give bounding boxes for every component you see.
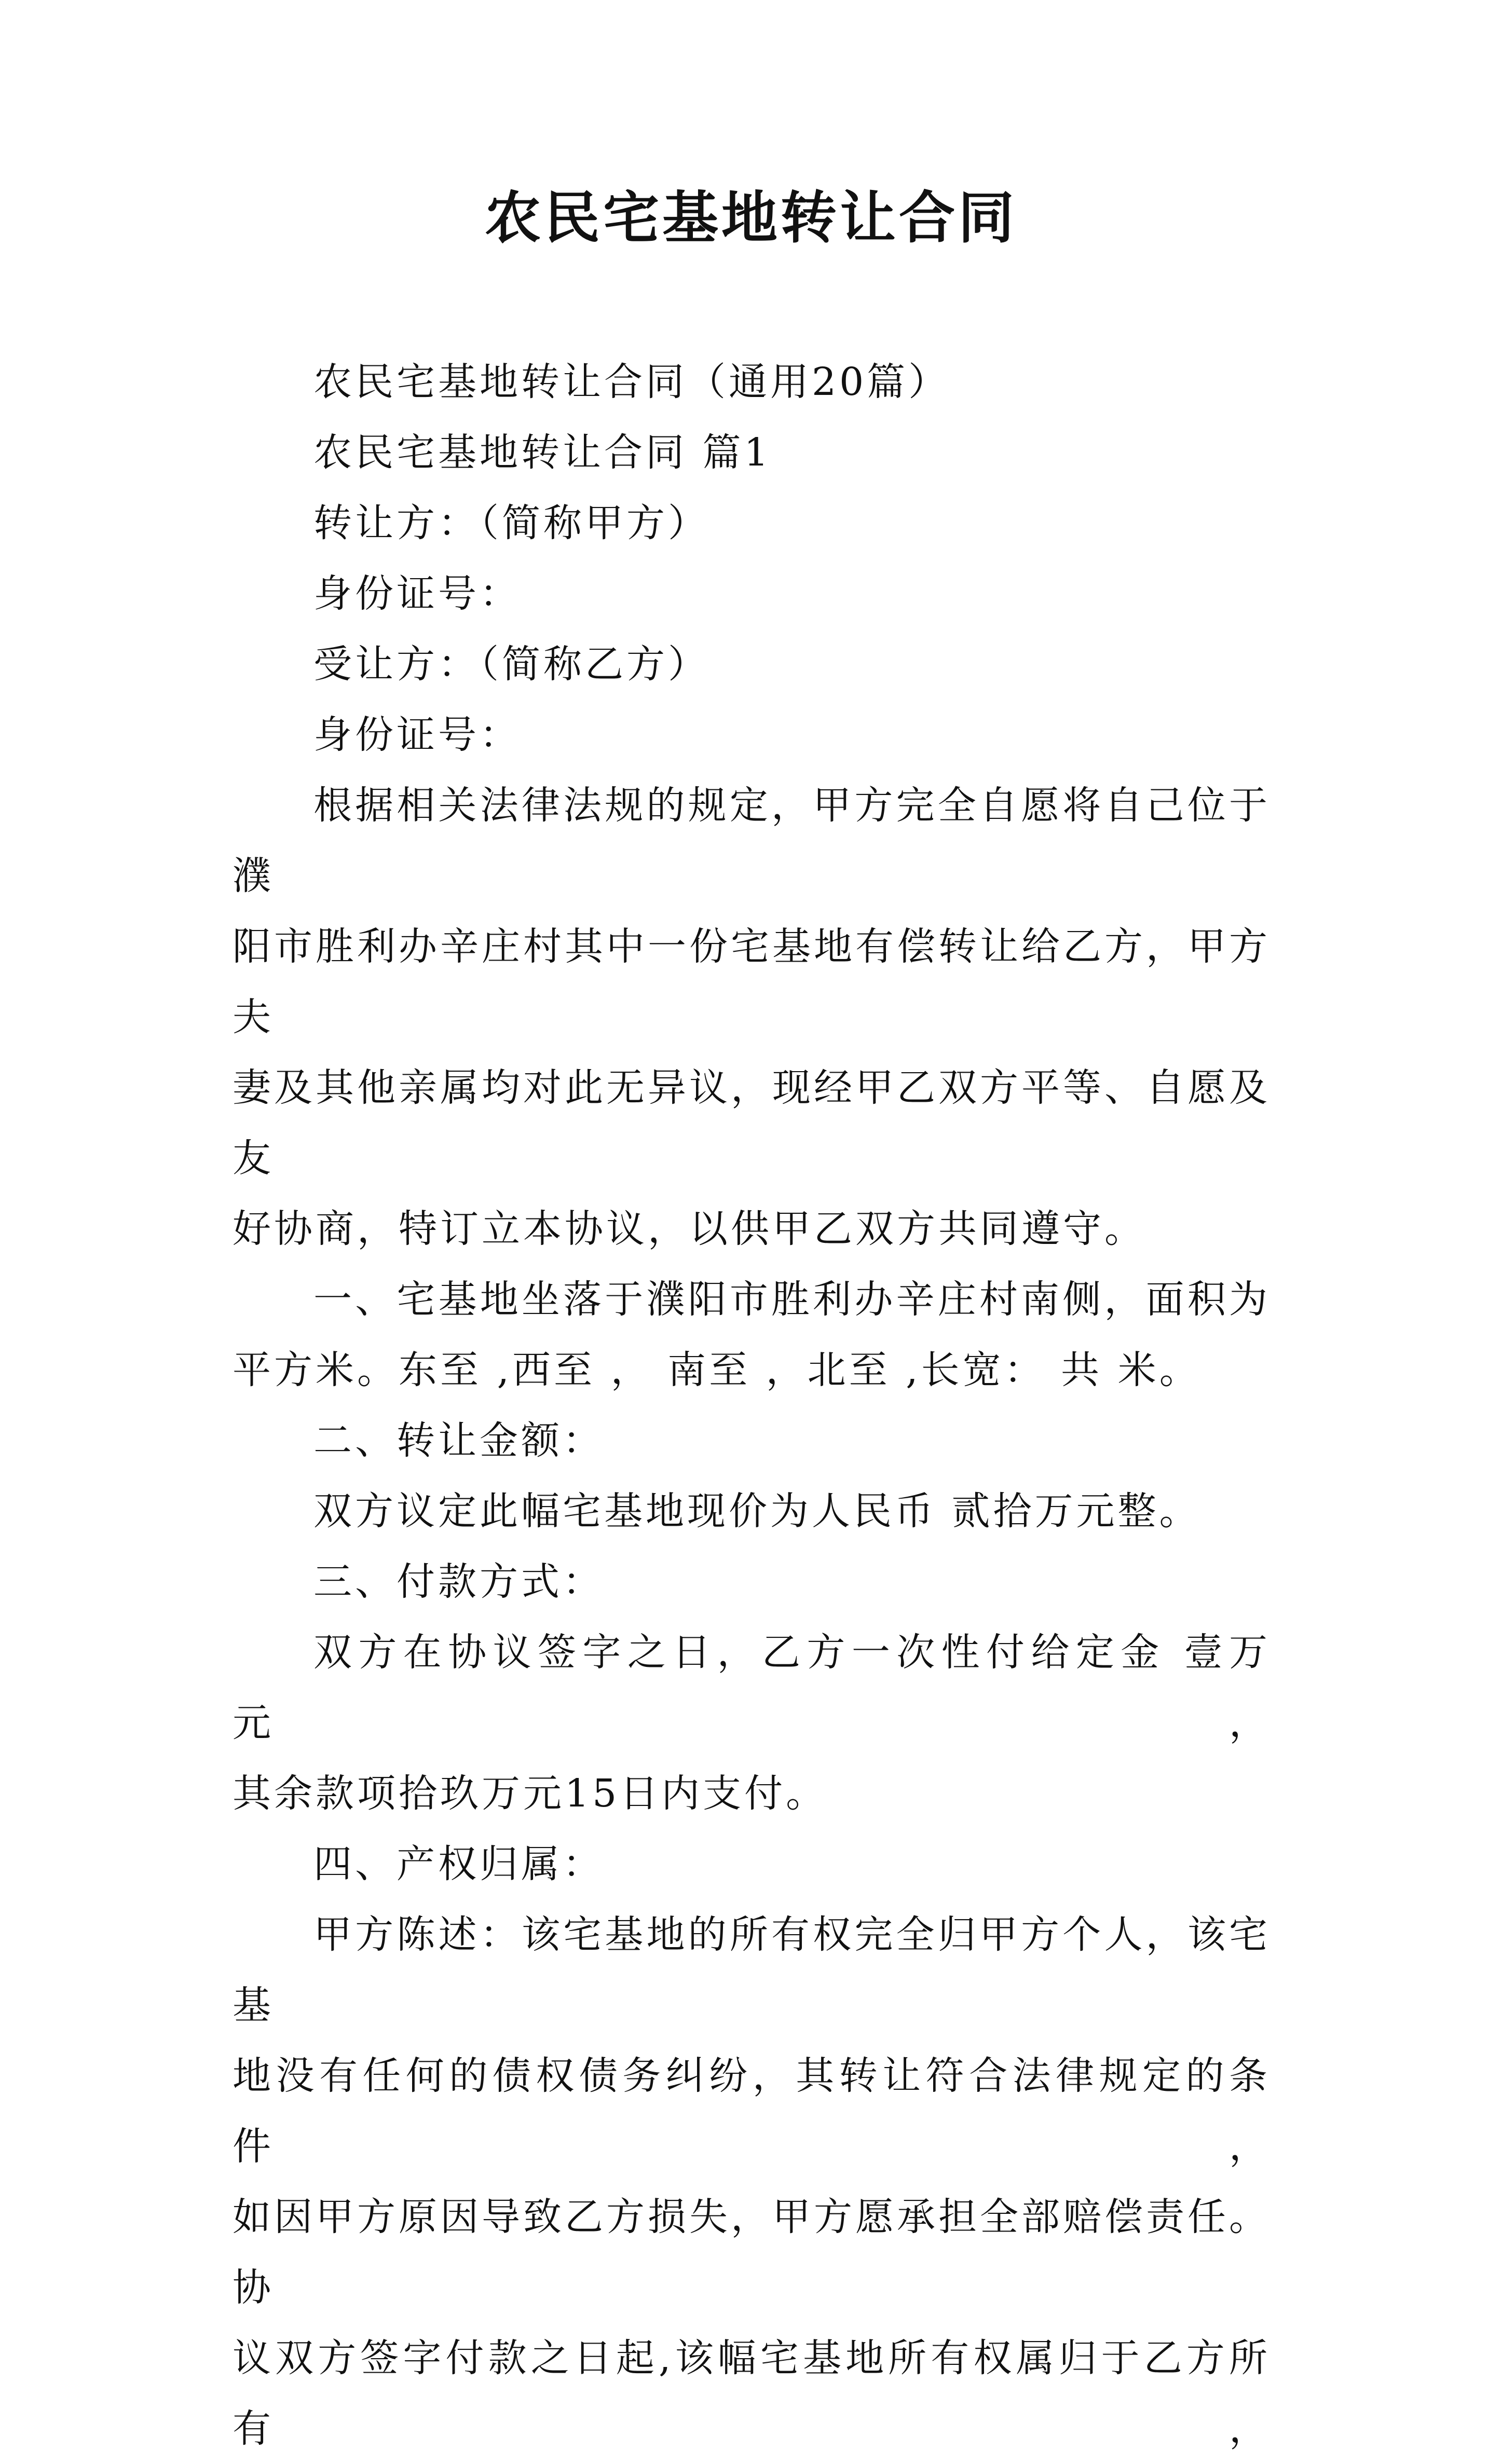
clause-4-line: 议双方签字付款之日起,该幅宅基地所有权属归于乙方所有， bbox=[233, 2336, 1271, 2451]
clause-2-heading: 二、转让金额： bbox=[313, 1418, 604, 1463]
document-body bbox=[233, 347, 1271, 2464]
paragraph-line: 妻及其他亲属均对此无异议，现经甲乙双方平等、自愿及友 bbox=[233, 1065, 1271, 1181]
transferee-id-line: 身份证号： bbox=[313, 713, 521, 757]
clause-4-line: 地没有任何的债权债务纠纷，其转让符合法律规定的条件， bbox=[233, 2054, 1271, 2169]
clause-3-line: 双方在协议签字之日，乙方一次性付给定金 壹万元， bbox=[233, 1630, 1271, 1745]
heading-collection: 农民宅基地转让合同（通用20篇） bbox=[313, 360, 950, 404]
clause-4-line: 甲方陈述：该宅基地的所有权完全归甲方个人，该宅基 bbox=[233, 1912, 1271, 2028]
clause-2-text: 双方议定此幅宅基地现价为人民币 贰拾万元整。 bbox=[313, 1489, 1201, 1534]
paragraph-line: 好协商，特订立本协议，以供甲乙双方共同遵守。 bbox=[233, 1207, 1146, 1251]
clause-3-line: 其余款项拾玖万元15日内支付。 bbox=[233, 1771, 828, 1816]
document-title: 农民宅基地转让合同 bbox=[484, 185, 1017, 251]
transferor-id-line: 身份证号： bbox=[313, 571, 521, 616]
clause-4-line: 如因甲方原因导致乙方损失，甲方愿承担全部赔偿责任。协 bbox=[233, 2195, 1271, 2310]
clause-1-line: 平方米。东至 ,西至 ， 南至 ，北至 ,长宽： 共 米。 bbox=[233, 1348, 1201, 1392]
paragraph-line: 阳市胜利办辛庄村其中一份宅基地有偿转让给乙方，甲方夫 bbox=[233, 924, 1271, 1039]
heading-article-1: 农民宅基地转让合同 篇1 bbox=[313, 430, 772, 475]
transferee-line: 受让方：（简称乙方） bbox=[313, 642, 709, 687]
clause-1-line: 一、宅基地坐落于濮阳市胜利办辛庄村南侧，面积为 bbox=[313, 1277, 1271, 1322]
paragraph-line: 根据相关法律法规的规定，甲方完全自愿将自己位于濮 bbox=[233, 783, 1271, 898]
clause-4-heading: 四、产权归属： bbox=[313, 1842, 604, 1886]
transferor-line: 转让方：（简称甲方） bbox=[313, 501, 709, 545]
clause-3-heading: 三、付款方式： bbox=[313, 1559, 604, 1604]
